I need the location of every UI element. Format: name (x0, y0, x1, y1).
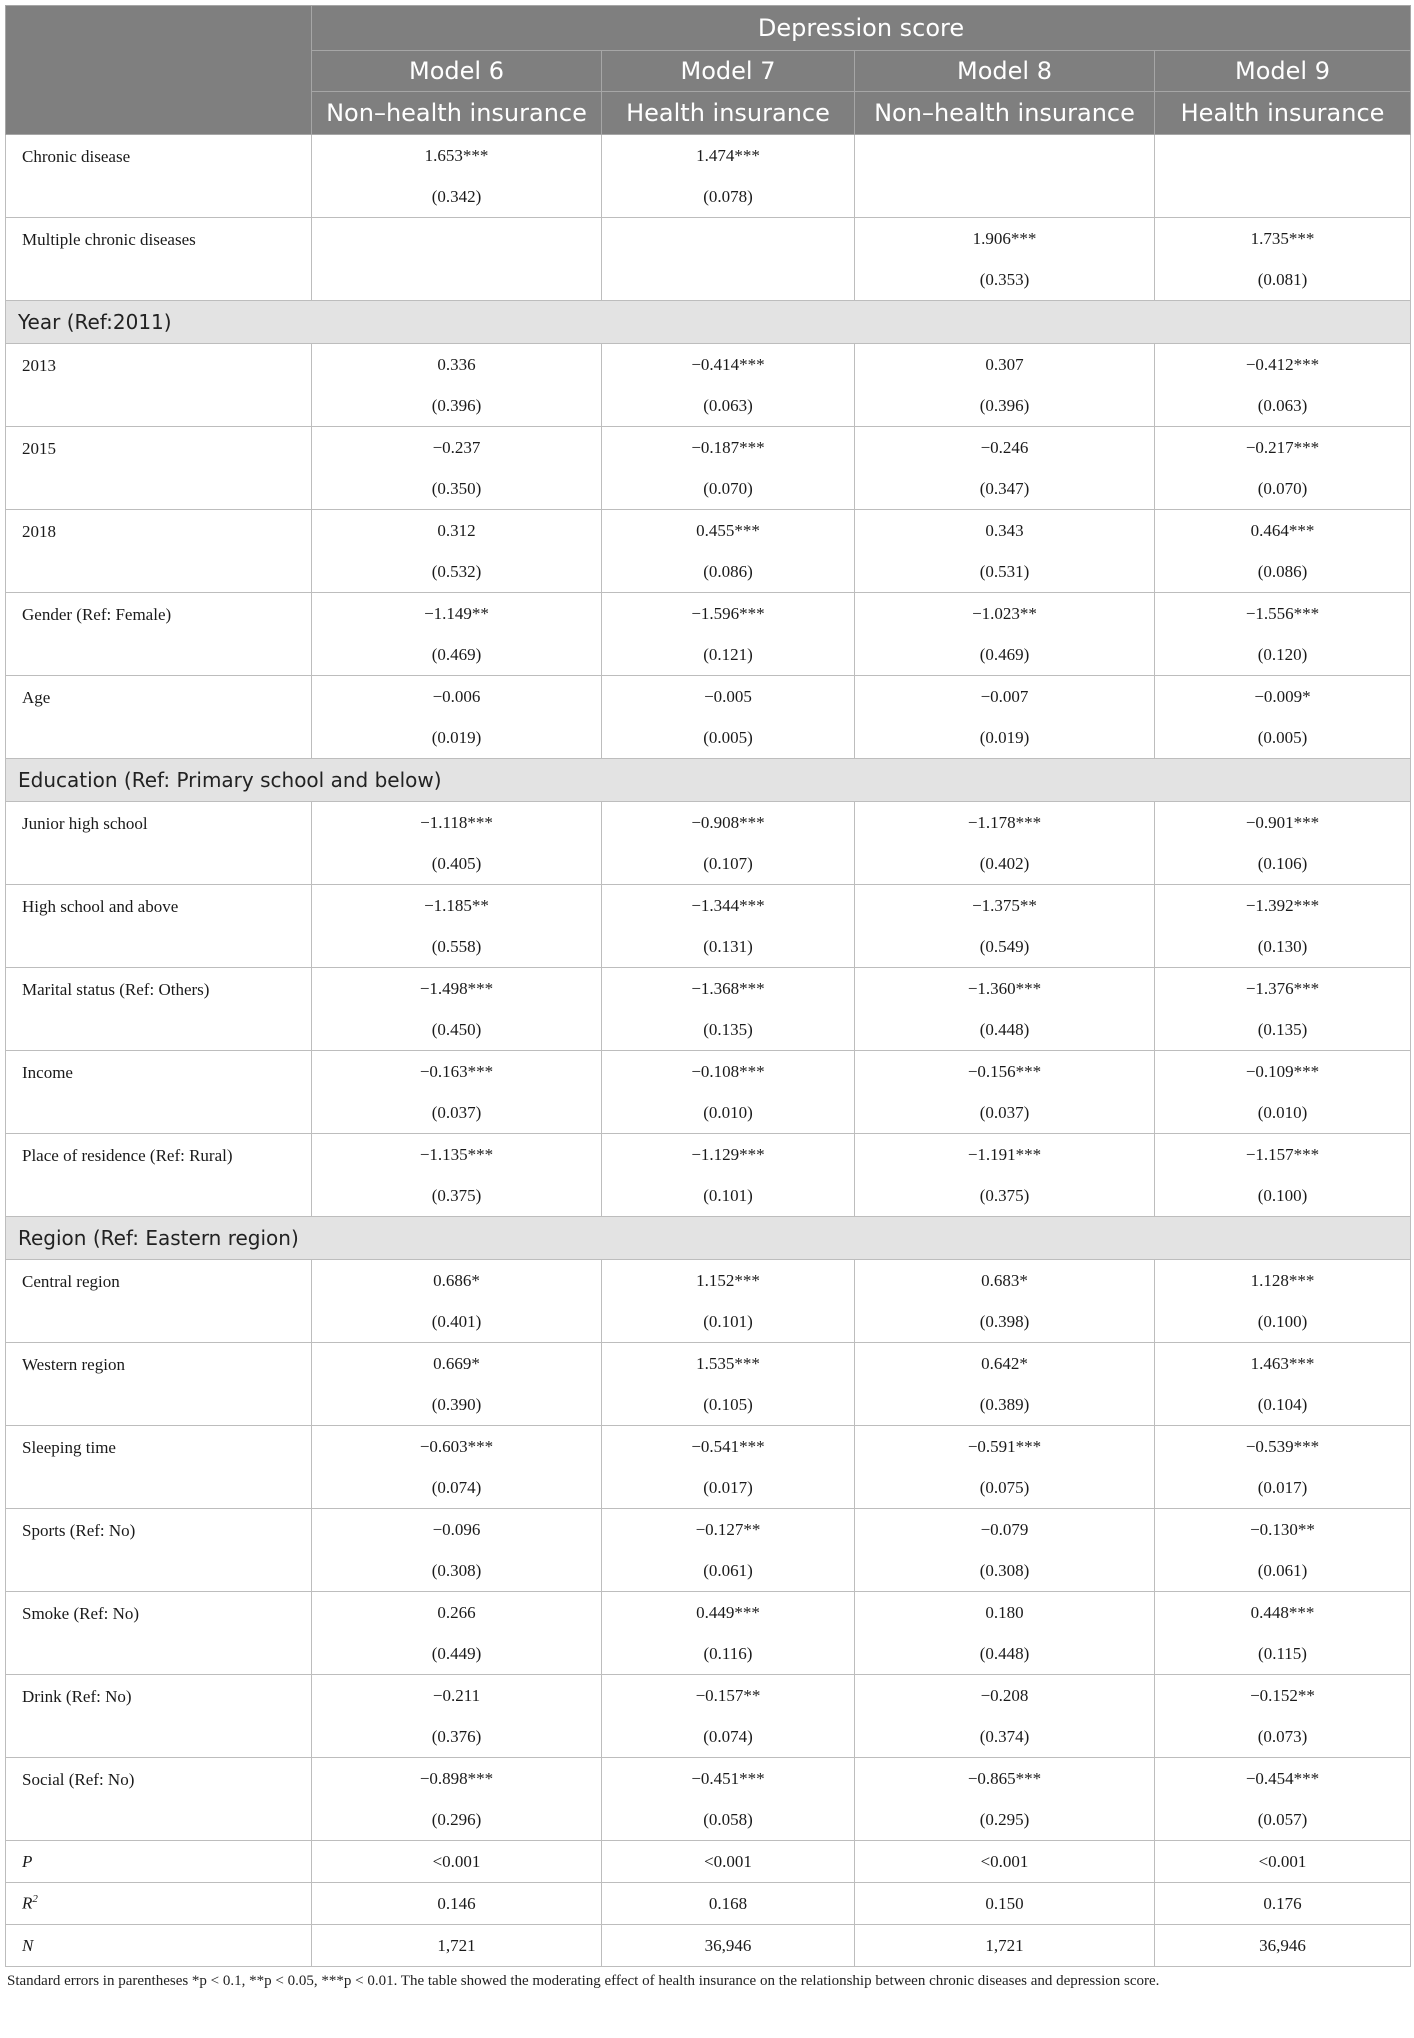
std-error-cell: (0.402) (855, 843, 1155, 885)
coefficient-cell: −1.023** (855, 593, 1155, 635)
table-row (6, 344, 1411, 386)
coefficient-cell: 1.474*** (602, 135, 855, 177)
coefficient-cell: −0.007 (855, 676, 1155, 718)
section-label: Year (Ref:2011) (6, 301, 1411, 344)
coefficient-cell: −0.152** (1155, 1675, 1411, 1717)
std-error-cell: (0.448) (855, 1633, 1155, 1675)
std-error-cell: (0.342) (312, 176, 602, 218)
coefficient-cell: −0.454*** (1155, 1758, 1411, 1800)
header-sample: Health insurance (602, 92, 855, 135)
coefficient-cell: −1.368*** (602, 968, 855, 1010)
section-row (6, 759, 1411, 802)
coefficient-cell: −1.157*** (1155, 1134, 1411, 1176)
coefficient-cell: −1.392*** (1155, 885, 1411, 927)
coefficient-cell: −1.129*** (602, 1134, 855, 1176)
row-label: Place of residence (Ref: Rural) (6, 1134, 312, 1217)
std-error-cell: (0.106) (1155, 843, 1411, 885)
row-label: Age (6, 676, 312, 759)
coefficient-cell: −1.375** (855, 885, 1155, 927)
section-label: Education (Ref: Primary school and below) (6, 759, 1411, 802)
table-body (6, 135, 1411, 1967)
stat-value-cell: 1,721 (312, 1925, 602, 1967)
std-error-cell: (0.070) (602, 468, 855, 510)
coefficient-cell: −1.556*** (1155, 593, 1411, 635)
std-error-cell: (0.100) (1155, 1175, 1411, 1217)
coefficient-cell: 0.266 (312, 1592, 602, 1634)
table-row (6, 135, 1411, 177)
std-error-cell: (0.101) (602, 1175, 855, 1217)
coefficient-cell: −0.130** (1155, 1509, 1411, 1551)
std-error-cell: (0.308) (312, 1550, 602, 1592)
row-label: Multiple chronic diseases (6, 218, 312, 301)
std-error-cell: (0.549) (855, 926, 1155, 968)
std-error-cell: (0.019) (855, 717, 1155, 759)
std-error-cell: (0.375) (855, 1175, 1155, 1217)
row-label: Drink (Ref: No) (6, 1675, 312, 1758)
std-error-cell: (0.063) (1155, 385, 1411, 427)
header-model: Model 7 (602, 51, 855, 92)
coefficient-cell: −0.157** (602, 1675, 855, 1717)
std-error-cell: (0.061) (602, 1550, 855, 1592)
stat-label (6, 1883, 312, 1925)
table-row (6, 676, 1411, 718)
row-label: 2015 (6, 427, 312, 510)
coefficient-cell: −0.901*** (1155, 802, 1411, 844)
std-error-cell: (0.376) (312, 1716, 602, 1758)
coefficient-cell (1155, 135, 1411, 177)
std-error-cell: (0.347) (855, 468, 1155, 510)
std-error-cell: (0.037) (312, 1092, 602, 1134)
stat-symbol: N (22, 1935, 34, 1955)
header-model: Model 6 (312, 51, 602, 92)
std-error-cell: (0.086) (1155, 551, 1411, 593)
coefficient-cell: 1.535*** (602, 1343, 855, 1385)
coefficient-cell: 1.128*** (1155, 1260, 1411, 1302)
row-label: Chronic disease (6, 135, 312, 218)
coefficient-cell: −0.006 (312, 676, 602, 718)
std-error-cell: (0.401) (312, 1301, 602, 1343)
coefficient-cell: −1.376*** (1155, 968, 1411, 1010)
std-error-cell: (0.074) (312, 1467, 602, 1509)
row-label: Income (6, 1051, 312, 1134)
std-error-cell: (0.390) (312, 1384, 602, 1426)
table-row (6, 1343, 1411, 1385)
std-error-cell: (0.081) (1155, 259, 1411, 301)
coefficient-cell: 0.448*** (1155, 1592, 1411, 1634)
coefficient-cell: 0.686* (312, 1260, 602, 1302)
row-label: Western region (6, 1343, 312, 1426)
coefficient-cell: −0.541*** (602, 1426, 855, 1468)
coefficient-cell: −0.412*** (1155, 344, 1411, 386)
std-error-cell: (0.374) (855, 1716, 1155, 1758)
std-error-cell: (0.532) (312, 551, 602, 593)
std-error-cell: (0.086) (602, 551, 855, 593)
stat-value-cell: <0.001 (312, 1841, 602, 1883)
coefficient-cell: −1.185** (312, 885, 602, 927)
coefficient-cell: 0.312 (312, 510, 602, 552)
coefficient-cell: 1.906*** (855, 218, 1155, 260)
coefficient-cell: −1.178*** (855, 802, 1155, 844)
header-model: Model 8 (855, 51, 1155, 92)
coefficient-cell (312, 218, 602, 260)
coefficient-cell: 1.653*** (312, 135, 602, 177)
coefficient-cell: −0.908*** (602, 802, 855, 844)
coefficient-cell: −1.498*** (312, 968, 602, 1010)
std-error-cell: (0.389) (855, 1384, 1155, 1426)
std-error-cell: (0.449) (312, 1633, 602, 1675)
coefficient-cell: −0.898*** (312, 1758, 602, 1800)
coefficient-cell: −0.156*** (855, 1051, 1155, 1093)
coefficient-cell: −0.079 (855, 1509, 1155, 1551)
std-error-cell: (0.405) (312, 843, 602, 885)
row-label: 2013 (6, 344, 312, 427)
std-error-cell: (0.135) (1155, 1009, 1411, 1051)
coefficient-cell: −0.127** (602, 1509, 855, 1551)
coefficient-cell: −1.191*** (855, 1134, 1155, 1176)
row-label: Central region (6, 1260, 312, 1343)
std-error-cell (312, 259, 602, 301)
std-error-cell: (0.350) (312, 468, 602, 510)
table-row (6, 1675, 1411, 1717)
std-error-cell: (0.017) (1155, 1467, 1411, 1509)
table-row (6, 1260, 1411, 1302)
std-error-cell: (0.070) (1155, 468, 1411, 510)
stat-value-cell: 36,946 (1155, 1925, 1411, 1967)
stat-label (6, 1925, 312, 1967)
coefficient-cell: −0.237 (312, 427, 602, 469)
std-error-cell: (0.531) (855, 551, 1155, 593)
std-error-cell (1155, 176, 1411, 218)
coefficient-cell: −0.451*** (602, 1758, 855, 1800)
std-error-cell: (0.295) (855, 1799, 1155, 1841)
row-label: Social (Ref: No) (6, 1758, 312, 1841)
coefficient-cell: −1.596*** (602, 593, 855, 635)
coefficient-cell: −0.009* (1155, 676, 1411, 718)
std-error-cell: (0.308) (855, 1550, 1155, 1592)
table-row (6, 1134, 1411, 1176)
stat-value-cell: 0.150 (855, 1883, 1155, 1925)
stat-value-cell: 1,721 (855, 1925, 1155, 1967)
row-label: Junior high school (6, 802, 312, 885)
std-error-cell: (0.037) (855, 1092, 1155, 1134)
stat-value-cell: 0.176 (1155, 1883, 1411, 1925)
table-header (6, 6, 1411, 135)
std-error-cell: (0.121) (602, 634, 855, 676)
stat-symbol: R (22, 1893, 33, 1913)
table-row (6, 1426, 1411, 1468)
table-row (6, 1592, 1411, 1634)
coefficient-cell: 0.307 (855, 344, 1155, 386)
std-error-cell (855, 176, 1155, 218)
coefficient-cell: −1.135*** (312, 1134, 602, 1176)
coefficient-cell: 0.343 (855, 510, 1155, 552)
std-error-cell: (0.469) (312, 634, 602, 676)
std-error-cell: (0.448) (855, 1009, 1155, 1051)
coefficient-cell: −0.208 (855, 1675, 1155, 1717)
std-error-cell: (0.058) (602, 1799, 855, 1841)
std-error-cell: (0.101) (602, 1301, 855, 1343)
std-error-cell: (0.073) (1155, 1716, 1411, 1758)
coefficient-cell: −1.118*** (312, 802, 602, 844)
std-error-cell: (0.375) (312, 1175, 602, 1217)
std-error-cell: (0.057) (1155, 1799, 1411, 1841)
coefficient-cell: −0.414*** (602, 344, 855, 386)
coefficient-cell: −0.539*** (1155, 1426, 1411, 1468)
row-label: High school and above (6, 885, 312, 968)
stat-value-cell: 0.168 (602, 1883, 855, 1925)
std-error-cell: (0.061) (1155, 1550, 1411, 1592)
std-error-cell: (0.398) (855, 1301, 1155, 1343)
coefficient-cell: −0.005 (602, 676, 855, 718)
table-row (6, 593, 1411, 635)
stat-label (6, 1841, 312, 1883)
stat-value-cell: 0.146 (312, 1883, 602, 1925)
std-error-cell: (0.017) (602, 1467, 855, 1509)
std-error-cell: (0.005) (1155, 717, 1411, 759)
table-row (6, 1051, 1411, 1093)
std-error-cell: (0.105) (602, 1384, 855, 1426)
coefficient-cell: 0.455*** (602, 510, 855, 552)
header-sample: Health insurance (1155, 92, 1411, 135)
coefficient-cell: 0.180 (855, 1592, 1155, 1634)
row-label: Sports (Ref: No) (6, 1509, 312, 1592)
std-error-cell: (0.019) (312, 717, 602, 759)
std-error-cell: (0.450) (312, 1009, 602, 1051)
stat-row (6, 1883, 1411, 1925)
coefficient-cell: −1.360*** (855, 968, 1155, 1010)
header-corner (6, 6, 312, 135)
coefficient-cell: −0.591*** (855, 1426, 1155, 1468)
stat-value-cell: <0.001 (1155, 1841, 1411, 1883)
std-error-cell: (0.353) (855, 259, 1155, 301)
table-row (6, 968, 1411, 1010)
table-row (6, 1758, 1411, 1800)
table-row (6, 218, 1411, 260)
std-error-cell: (0.075) (855, 1467, 1155, 1509)
std-error-cell: (0.116) (602, 1633, 855, 1675)
stat-row (6, 1841, 1411, 1883)
coefficient-cell: −0.096 (312, 1509, 602, 1551)
row-label: 2018 (6, 510, 312, 593)
stat-row (6, 1925, 1411, 1967)
std-error-cell: (0.063) (602, 385, 855, 427)
table-row (6, 885, 1411, 927)
std-error-cell: (0.130) (1155, 926, 1411, 968)
coefficient-cell: 1.735*** (1155, 218, 1411, 260)
coefficient-cell: −1.344*** (602, 885, 855, 927)
coefficient-cell: 0.449*** (602, 1592, 855, 1634)
coefficient-cell: −0.217*** (1155, 427, 1411, 469)
row-label: Marital status (Ref: Others) (6, 968, 312, 1051)
coefficient-cell (855, 135, 1155, 177)
coefficient-cell: 1.463*** (1155, 1343, 1411, 1385)
coefficient-cell: −0.163*** (312, 1051, 602, 1093)
section-row (6, 301, 1411, 344)
table-row (6, 802, 1411, 844)
std-error-cell: (0.135) (602, 1009, 855, 1051)
coefficient-cell: −0.865*** (855, 1758, 1155, 1800)
coefficient-cell: 0.336 (312, 344, 602, 386)
std-error-cell: (0.120) (1155, 634, 1411, 676)
row-label: Sleeping time (6, 1426, 312, 1509)
std-error-cell: (0.296) (312, 1799, 602, 1841)
regression-table-container (5, 5, 1410, 1990)
std-error-cell: (0.558) (312, 926, 602, 968)
header-group-title: Depression score (312, 6, 1411, 51)
stat-value-cell: 36,946 (602, 1925, 855, 1967)
table-row (6, 510, 1411, 552)
regression-table (5, 5, 1411, 1967)
std-error-cell: (0.396) (855, 385, 1155, 427)
header-sample: Non–health insurance (312, 92, 602, 135)
coefficient-cell: −0.108*** (602, 1051, 855, 1093)
table-footnote: Standard errors in parentheses *p < 0.1, **p < 0.05, ***p < 0.01. The table showed the moderating effect of health insurance on the relationship between chronic diseases and depression score. (7, 1973, 1160, 1989)
std-error-cell: (0.396) (312, 385, 602, 427)
stat-value-cell: <0.001 (855, 1841, 1155, 1883)
std-error-cell: (0.100) (1155, 1301, 1411, 1343)
stat-value-cell: <0.001 (602, 1841, 855, 1883)
std-error-cell: (0.010) (602, 1092, 855, 1134)
header-sample: Non–health insurance (855, 92, 1155, 135)
coefficient-cell: −0.187*** (602, 427, 855, 469)
coefficient-cell: −0.603*** (312, 1426, 602, 1468)
std-error-cell: (0.107) (602, 843, 855, 885)
row-label: Gender (Ref: Female) (6, 593, 312, 676)
row-label: Smoke (Ref: No) (6, 1592, 312, 1675)
stat-symbol: P (22, 1851, 33, 1871)
coefficient-cell: −1.149** (312, 593, 602, 635)
std-error-cell: (0.469) (855, 634, 1155, 676)
std-error-cell: (0.131) (602, 926, 855, 968)
section-row (6, 1217, 1411, 1260)
stat-superscript: 2 (32, 1893, 38, 1906)
std-error-cell: (0.104) (1155, 1384, 1411, 1426)
header-model: Model 9 (1155, 51, 1411, 92)
coefficient-cell: 0.642* (855, 1343, 1155, 1385)
coefficient-cell: −0.109*** (1155, 1051, 1411, 1093)
std-error-cell: (0.074) (602, 1716, 855, 1758)
coefficient-cell: 1.152*** (602, 1260, 855, 1302)
std-error-cell: (0.115) (1155, 1633, 1411, 1675)
coefficient-cell: 0.683* (855, 1260, 1155, 1302)
section-label: Region (Ref: Eastern region) (6, 1217, 1411, 1260)
coefficient-cell: 0.669* (312, 1343, 602, 1385)
std-error-cell: (0.005) (602, 717, 855, 759)
std-error-cell: (0.010) (1155, 1092, 1411, 1134)
table-row (6, 427, 1411, 469)
std-error-cell: (0.078) (602, 176, 855, 218)
coefficient-cell: −0.246 (855, 427, 1155, 469)
coefficient-cell (602, 218, 855, 260)
coefficient-cell: −0.211 (312, 1675, 602, 1717)
table-row (6, 1509, 1411, 1551)
std-error-cell (602, 259, 855, 301)
coefficient-cell: 0.464*** (1155, 510, 1411, 552)
